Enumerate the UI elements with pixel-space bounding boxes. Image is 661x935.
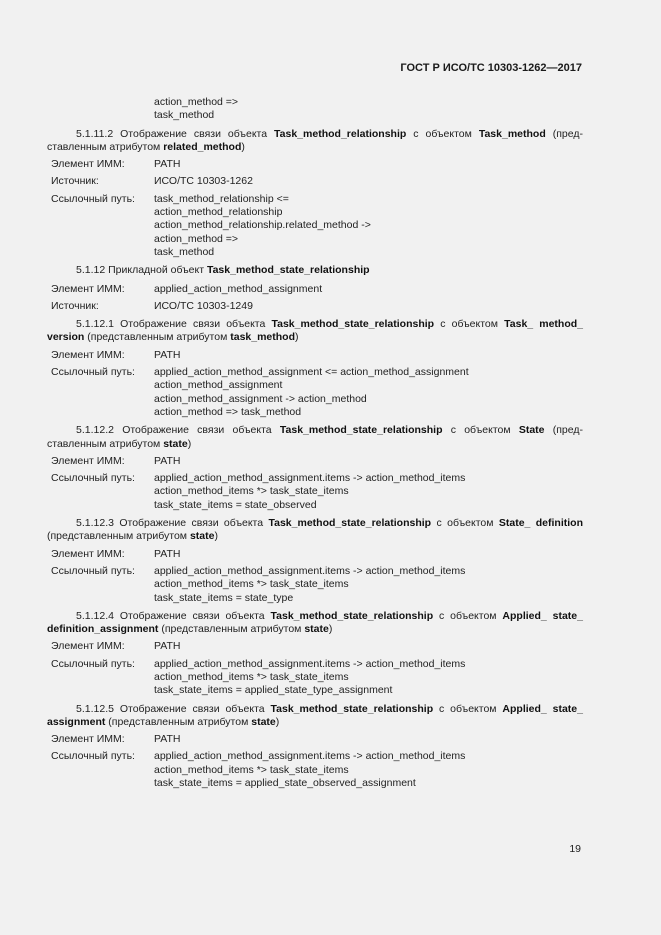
section-5-1-12-3-heading: 5.1.12.3 Отображение связи объекта Task_method_state_relationship с объектом State_ definition (представленным атрибутом state): [47, 517, 584, 543]
section-5-1-12-2-heading: 5.1.12.2 Отображение связи объекта Task_method_state_relationship с объектом State (представленным атрибутом state): [47, 424, 583, 450]
reference-path-row: Ссылочный путь: applied_action_method_assignment <= action_method_assignment action_method_assignment action_method_assignment -> action_method action_method => task_method: [51, 366, 469, 418]
reference-path-row: Ссылочный путь: applied_action_method_assignment.items -> action_method_items action_method_items *> task_state_items task_state_items = state_observed: [51, 472, 466, 511]
section-5-1-12-1-heading: 5.1.12.1 Отображение связи объекта Task_method_state_relationship с объектом Task_ method_ version (представленным атрибутом task_method): [47, 318, 584, 344]
reference-path-row: Ссылочный путь: applied_action_method_assignment.items -> action_method_items action_method_items *> task_state_items task_state_items = state_type: [51, 564, 466, 604]
element-row: Элемент ИММ: PATH: [51, 640, 181, 653]
reference-path-row: Ссылочный путь: applied_action_method_assignment.items -> action_method_items action_method_items *> task_state_items task_state_items = applied_state_observed_assignment: [51, 750, 466, 790]
page-number: 19: [569, 843, 581, 855]
element-row: Элемент ИММ: PATH: [51, 547, 181, 560]
element-row: Элемент ИММ: applied_action_method_assignment: [51, 282, 323, 295]
section-5-1-12-4-heading: 5.1.12.4 Отображение связи объекта Task_method_state_relationship с объектом Applied_ state_ definition_assignment (представленным атрибутом state): [47, 609, 583, 636]
top-continuation: [154, 96, 583, 123]
element-row: Элемент ИММ: PATH: [51, 733, 181, 746]
element-row: Элемент ИММ: PATH: [51, 158, 181, 171]
section-5-1-11-2-heading: 5.1.11.2 Отображение связи объекта Task_method_relationship с объектом Task_method (представленным атрибутом related_method): [47, 127, 583, 153]
reference-path-row: Ссылочный путь: task_method_relationship <= action_method_relationship action_method_relationship.related_method -> action_method => task_method: [51, 192, 371, 258]
continuation-line: action_method =>: [154, 96, 239, 108]
source-row: Источник: ИСО/ТС 10303-1262: [51, 175, 253, 188]
continuation-line: task_method: [154, 109, 215, 122]
section-5-1-12-5-heading: 5.1.12.5 Отображение связи объекта Task_method_state_relationship с объектом Applied_ state_ assignment (представленным атрибутом state): [47, 702, 583, 728]
element-row: Элемент ИММ: PATH: [51, 454, 181, 467]
source-row: Источник: ИСО/ТС 10303-1249: [51, 299, 253, 312]
reference-path-row: Ссылочный путь: applied_action_method_assignment.items -> action_method_items action_method_items *> task_state_items task_state_items = applied_state_type_assignment: [51, 657, 466, 697]
element-row: Элемент ИММ: PATH: [51, 348, 181, 361]
standard-header: ГОСТ Р ИСО/ТС 10303-1262—2017: [400, 62, 582, 74]
document-body: [47, 96, 583, 794]
section-5-1-12-heading: 5.1.12 Прикладной объект Task_method_state_relationship: [76, 264, 370, 277]
